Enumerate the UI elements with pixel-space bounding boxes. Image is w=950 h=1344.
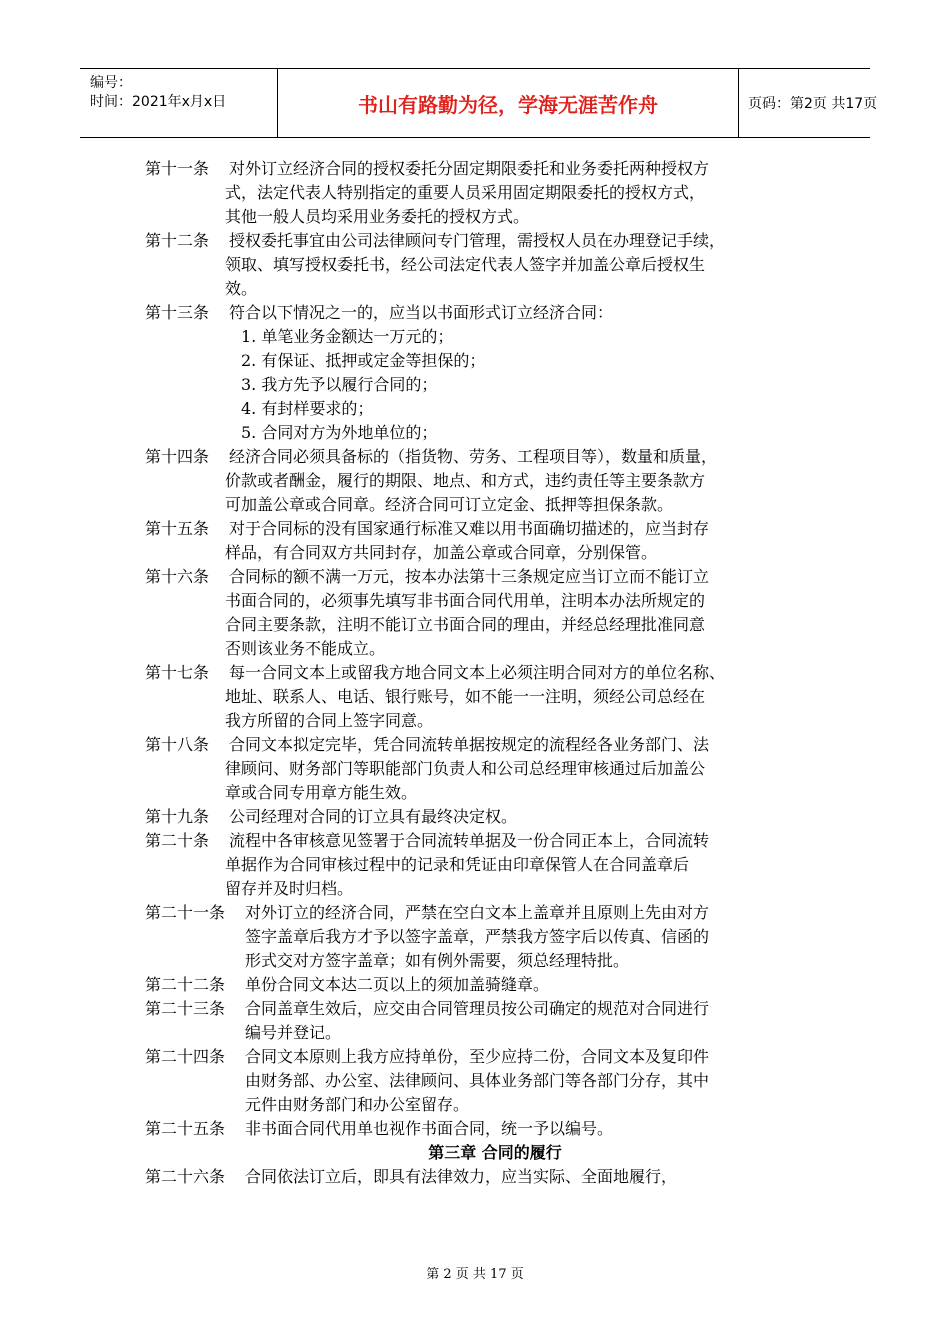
article-line: 元件由财务部门和办公室留存。 xyxy=(245,1095,470,1114)
article-line: 我方所留的合同上签字同意。 xyxy=(225,711,434,730)
document-body xyxy=(145,157,825,1189)
article-number: 第十三条 xyxy=(145,303,210,322)
article-line: 授权委托事宜由公司法律顾问专门管理，需授权人员在办理登记手续， xyxy=(229,231,726,250)
article-line: 合同依法订立后，即具有法律效力，应当实际、全面地履行， xyxy=(245,1167,678,1186)
article-line: 单份合同文本达二页以上的须加盖骑缝章。 xyxy=(245,975,550,994)
article-line: 合同主要条款，注明不能订立书面合同的理由，并经总经理批准同意 xyxy=(225,615,706,634)
article-line: 价款或者酬金，履行的期限、地点、和方式，违约责任等主要条款方 xyxy=(225,471,706,490)
article-line: 领取、填写授权委托书，经公司法定代表人签字并加盖公章后授权生 xyxy=(225,255,706,274)
article-number: 第二十一条 xyxy=(145,903,226,922)
article xyxy=(145,517,825,565)
article-line: 合同标的额不满一万元，按本办法第十三条规定应当订立而不能订立 xyxy=(229,567,710,586)
header-page-cell xyxy=(738,69,878,137)
article-line: 由财务部、办公室、法律顾问、具体业务部门等各部门分存，其中 xyxy=(245,1071,710,1090)
article-line: 单据作为合同审核过程中的记录和凭证由印章保管人在合同盖章后 xyxy=(225,855,690,874)
header-slogan: 书山有路勤为径，学海无涯苦作舟 xyxy=(358,93,658,117)
article xyxy=(145,733,825,805)
article-number: 第十四条 xyxy=(145,447,210,466)
article-number: 第二十六条 xyxy=(145,1167,226,1186)
article-line: 对外订立经济合同的授权委托分固定期限委托和业务委托两种授权方 xyxy=(229,159,710,178)
article-line: 公司经理对合同的订立具有最终决定权。 xyxy=(229,807,518,826)
article-line: 流程中各审核意见签署于合同流转单据及一份合同正本上，合同流转 xyxy=(229,831,710,850)
article-line: 式，法定代表人特别指定的重要人员采用固定期限委托的授权方式， xyxy=(225,183,706,202)
article-line: 效。 xyxy=(225,279,258,298)
condition-item: 3. 我方先予以履行合同的； xyxy=(241,375,438,394)
articles-section-1 xyxy=(145,157,825,325)
article-line: 经济合同必须具备标的（指货物、劳务、工程项目等），数量和质量， xyxy=(229,447,718,466)
article xyxy=(145,1165,825,1189)
article-line: 每一合同文本上或留我方地合同文本上必须注明合同对方的单位名称、 xyxy=(229,663,726,682)
article-number: 第十八条 xyxy=(145,735,210,754)
article-line: 签字盖章后我方才予以签字盖章，严禁我方签字后以传真、信函的 xyxy=(245,927,710,946)
condition-item: 1. 单笔业务金额达一万元的； xyxy=(241,327,454,346)
article-line: 形式交对方签字盖章；如有例外需要，须总经理特批。 xyxy=(245,951,630,970)
article xyxy=(145,661,825,733)
article xyxy=(145,901,825,973)
document-number-label: 编号： xyxy=(90,75,132,91)
condition-item: 4. 有封样要求的； xyxy=(241,399,374,418)
article-line: 符合以下情况之一的，应当以书面形式订立经济合同： xyxy=(229,303,614,322)
article-line: 合同文本拟定完毕，凭合同流转单据按规定的流程经各业务部门、法 xyxy=(229,735,710,754)
article xyxy=(145,997,825,1045)
header-meta-cell xyxy=(80,69,277,137)
article-line: 留存并及时归档。 xyxy=(225,879,354,898)
header-page-label: 页码：第2页 共17页 xyxy=(748,96,878,112)
articles-section-3 xyxy=(145,1165,825,1189)
header-slogan-cell xyxy=(277,69,739,137)
page-header xyxy=(80,68,878,138)
conditions-list xyxy=(145,325,825,445)
article xyxy=(145,1117,825,1141)
article-number: 第十六条 xyxy=(145,567,210,586)
article xyxy=(145,565,825,661)
article-number: 第十一条 xyxy=(145,159,210,178)
articles-section-2 xyxy=(145,445,825,1141)
article-number: 第二十四条 xyxy=(145,1047,226,1066)
document-date-label: 时间：2021年x月x日 xyxy=(90,94,227,110)
article-line: 书面合同的，必须事先填写非书面合同代用单，注明本办法所规定的 xyxy=(225,591,706,610)
article xyxy=(145,301,825,325)
page-footer: 第 2 页 共 17 页 xyxy=(426,1267,524,1282)
article-number: 第十五条 xyxy=(145,519,210,538)
condition-item: 2. 有保证、抵押或定金等担保的； xyxy=(241,351,486,370)
article-line: 地址、联系人、电话、银行账号，如不能一一注明，须经公司总经在 xyxy=(225,687,706,706)
article xyxy=(145,973,825,997)
article-line: 合同盖章生效后，应交由合同管理员按公司确定的规范对合同进行 xyxy=(245,999,710,1018)
article-line: 编号并登记。 xyxy=(245,1023,342,1042)
article-number: 第十七条 xyxy=(145,663,210,682)
article xyxy=(145,229,825,301)
article xyxy=(145,157,825,229)
article-number: 第十九条 xyxy=(145,807,210,826)
article-number: 第二十五条 xyxy=(145,1119,226,1138)
article-line: 律顾问、财务部门等职能部门负责人和公司总经理审核通过后加盖公 xyxy=(225,759,706,778)
article-line: 样品，有合同双方共同封存，加盖公章或合同章，分别保管。 xyxy=(225,543,658,562)
article-number: 第二十条 xyxy=(145,831,210,850)
article-line: 合同文本原则上我方应持单份，至少应持二份，合同文本及复印件 xyxy=(245,1047,710,1066)
article xyxy=(145,1045,825,1117)
article-number: 第二十二条 xyxy=(145,975,226,994)
article xyxy=(145,805,825,829)
condition-item: 5. 合同对方为外地单位的； xyxy=(241,423,438,442)
article-line: 否则该业务不能成立。 xyxy=(225,639,386,658)
article xyxy=(145,445,825,517)
article-number: 第二十三条 xyxy=(145,999,226,1018)
article-line: 章或合同专用章方能生效。 xyxy=(225,783,418,802)
article-line: 对外订立的经济合同，严禁在空白文本上盖章并且原则上先由对方 xyxy=(245,903,710,922)
article-number: 第十二条 xyxy=(145,231,210,250)
article xyxy=(145,829,825,901)
article-line: 对于合同标的没有国家通行标准又难以用书面确切描述的，应当封存 xyxy=(229,519,710,538)
chapter-title: 第三章 合同的履行 xyxy=(428,1143,562,1162)
article-line: 可加盖公章或合同章。经济合同可订立定金、抵押等担保条款。 xyxy=(225,495,674,514)
article-line: 其他一般人员均采用业务委托的授权方式。 xyxy=(225,207,530,226)
article-line: 非书面合同代用单也视作书面合同，统一予以编号。 xyxy=(245,1119,614,1138)
